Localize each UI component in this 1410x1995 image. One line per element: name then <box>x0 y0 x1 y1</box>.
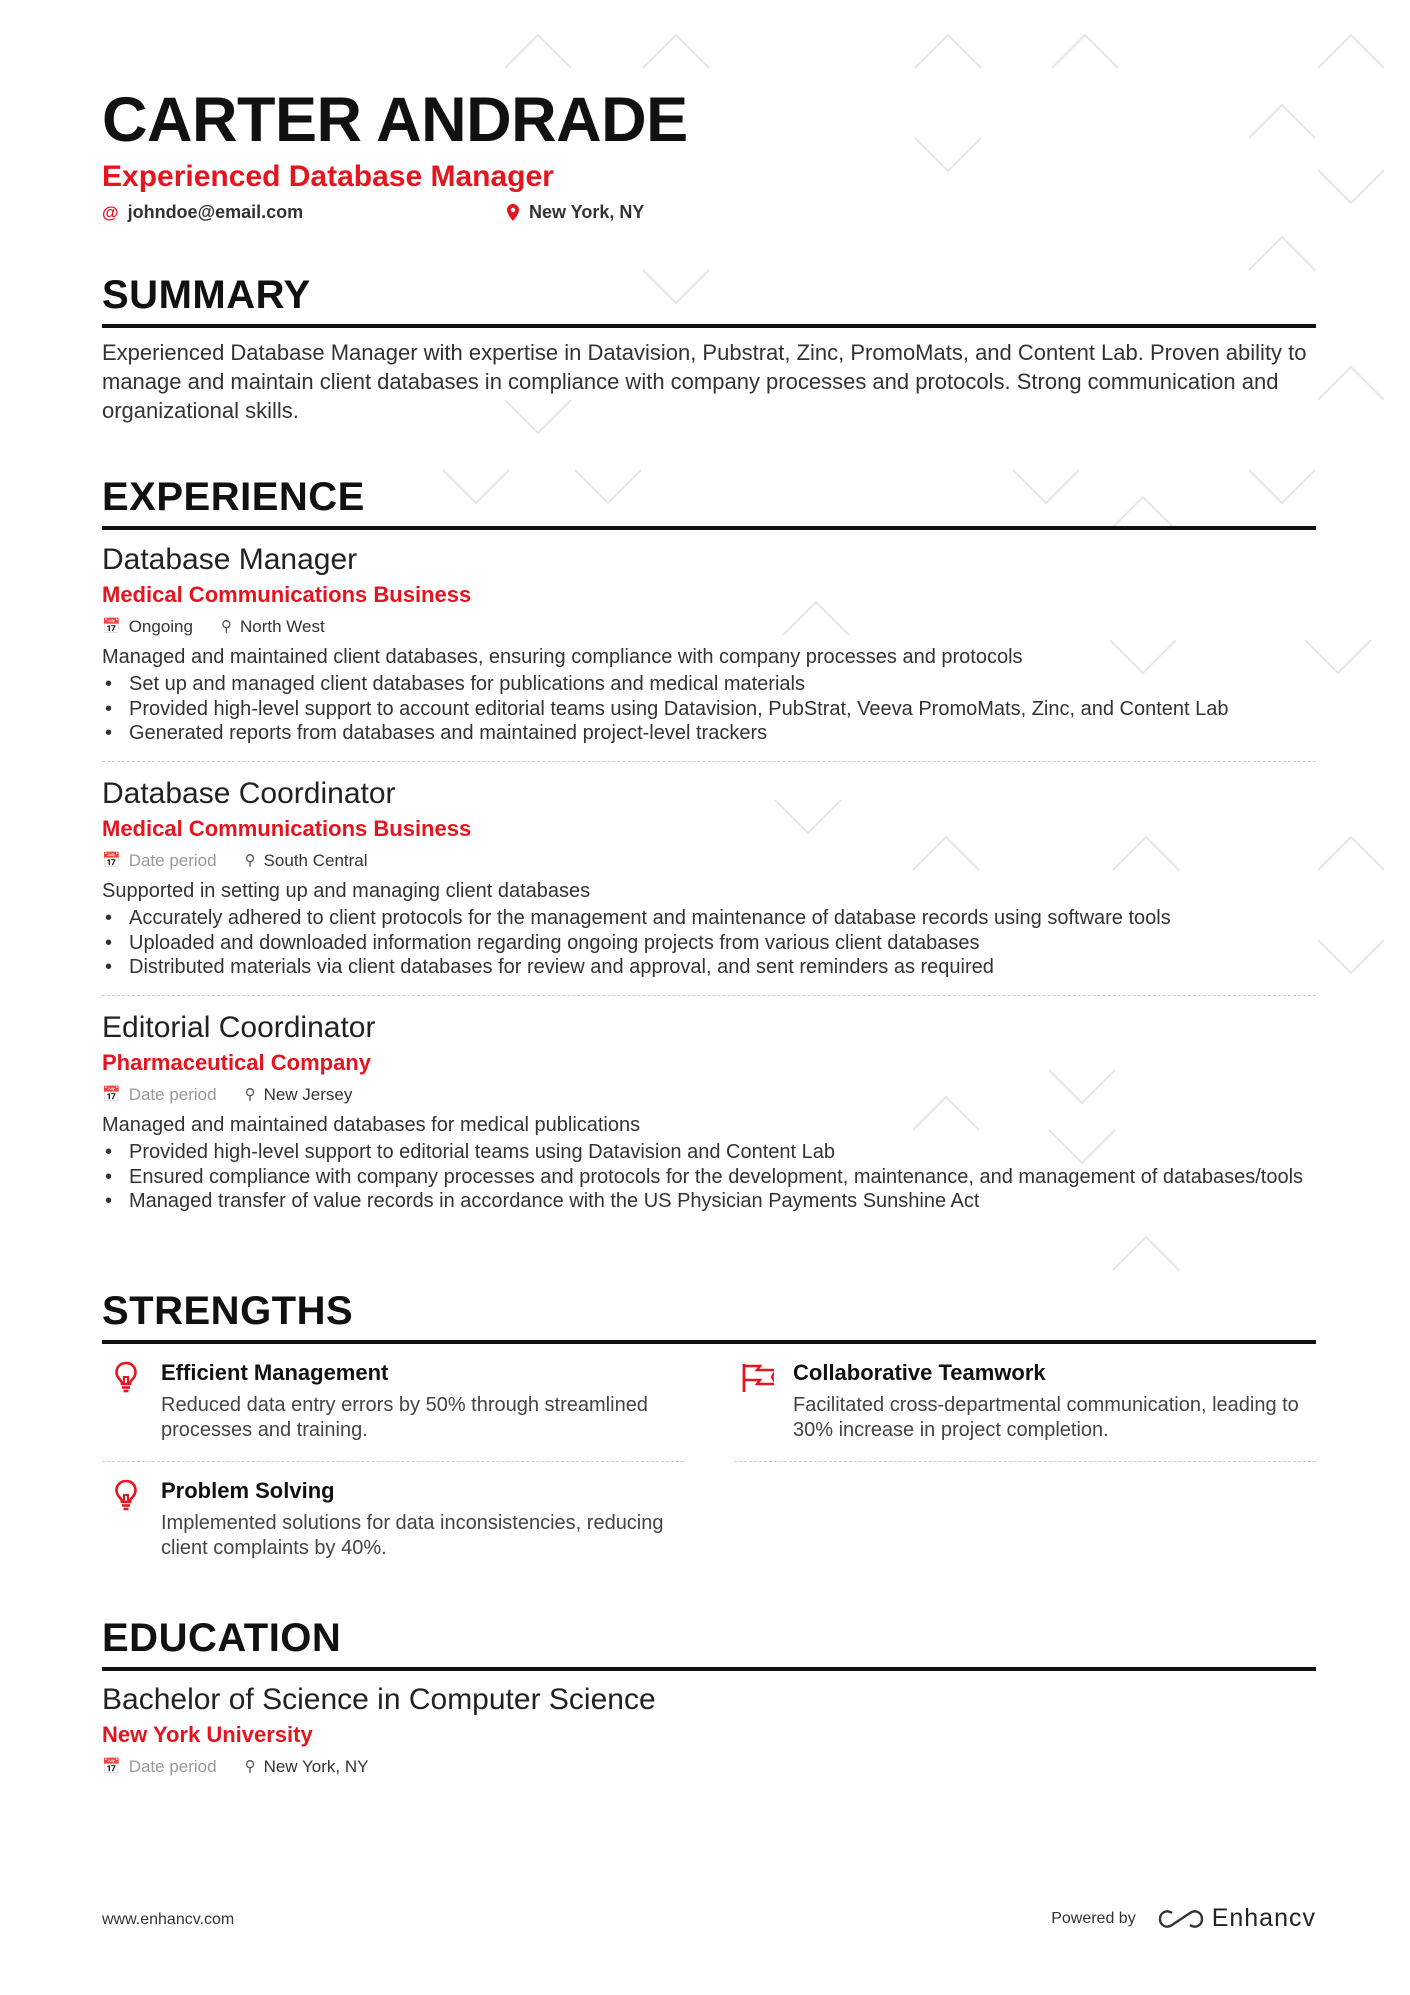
education-entry <box>102 1681 1316 1778</box>
list-item: • Distributed materials via client databases for review and approval, and sent reminders as required <box>102 955 1316 980</box>
job-title: Database Coordinator <box>102 777 396 810</box>
powered-by-label: Powered by <box>1051 1909 1136 1927</box>
email-text: johndoe@email.com <box>127 202 304 222</box>
job-date: Ongoing <box>128 617 193 636</box>
job-location: New Jersey <box>263 1085 353 1104</box>
job-description: Supported in setting up and managing client databases <box>102 880 591 902</box>
location-pin-icon: ⚲ <box>244 852 256 869</box>
strength-title: Efficient Management <box>161 1360 389 1385</box>
contact-location <box>507 202 644 223</box>
footer-brand[interactable] <box>1051 1904 1316 1933</box>
job-bullets <box>102 1140 1316 1214</box>
job-meta <box>102 616 1316 638</box>
list-item: • Accurately adhered to client protocols for the management and maintenance of database records using software tools <box>102 906 1316 931</box>
brand-name: Enhancv <box>1211 1904 1316 1932</box>
flag-icon <box>734 1360 774 1394</box>
location-pin-icon: ⚲ <box>220 618 232 635</box>
company-name: Medical Communications Business <box>102 816 472 841</box>
calendar-icon: 📅 <box>102 1758 121 1775</box>
strength-item <box>102 1358 684 1462</box>
strength-title: Collaborative Teamwork <box>793 1360 1046 1385</box>
job-bullets <box>102 906 1316 980</box>
education-location: New York, NY <box>263 1757 369 1776</box>
calendar-icon: 📅 <box>102 618 121 635</box>
summary-heading: SUMMARY <box>102 270 1316 328</box>
enhancv-logo-icon <box>1158 1907 1204 1931</box>
degree-title: Bachelor of Science in Computer Science <box>102 1683 656 1716</box>
job-meta <box>102 1084 1316 1106</box>
strength-description: Reduced data entry errors by 50% through streamlined processes and training. <box>161 1394 648 1441</box>
experience-entry <box>102 775 1316 996</box>
summary-text: Experienced Database Manager with expertise in Datavision, Pubstrat, Zinc, PromoMats, and Content Lab. Proven ability to manage and maintain client databases in compliance with company processes and protocols. Strong communication and organizational skills. <box>102 340 1307 423</box>
candidate-headline: Experienced Database Manager <box>102 160 554 193</box>
contact-row <box>102 202 644 223</box>
job-date: Date period <box>128 851 217 870</box>
list-item: • Provided high-level support to account editorial teams using Datavision, PubStrat, Veeva PromoMats, Zinc, and Content Lab <box>102 697 1316 722</box>
job-bullets <box>102 672 1316 746</box>
job-date: Date period <box>128 1085 217 1104</box>
school-name: New York University <box>102 1722 313 1747</box>
company-name: Pharmaceutical Company <box>102 1050 371 1075</box>
location-pin-icon: ⚲ <box>244 1086 256 1103</box>
experience-heading: EXPERIENCE <box>102 472 1316 530</box>
company-name: Medical Communications Business <box>102 582 472 607</box>
strength-description: Facilitated cross-departmental communication, leading to 30% increase in project completion. <box>793 1394 1299 1441</box>
at-icon: @ <box>102 202 119 222</box>
job-location: North West <box>239 617 325 636</box>
strength-item <box>102 1476 684 1579</box>
list-item: • Set up and managed client databases for publications and medical materials <box>102 672 1316 697</box>
education-date: Date period <box>128 1757 217 1776</box>
experience-entry <box>102 541 1316 762</box>
list-item: • Managed transfer of value records in accordance with the US Physician Payments Sunshine Act <box>102 1189 1316 1214</box>
list-item: • Provided high-level support to editorial teams using Datavision and Content Lab <box>102 1140 1316 1165</box>
strength-item <box>734 1358 1316 1462</box>
strength-description: Implemented solutions for data inconsistencies, reducing client complaints by 40%. <box>161 1512 664 1559</box>
location-pin-icon <box>507 204 519 221</box>
education-meta <box>102 1756 1316 1778</box>
strengths-heading: STRENGTHS <box>102 1286 1316 1344</box>
candidate-name: CARTER ANDRADE <box>102 85 688 155</box>
strength-title: Problem Solving <box>161 1478 335 1503</box>
lightbulb-icon <box>112 1360 140 1394</box>
contact-email[interactable] <box>102 202 507 223</box>
job-meta <box>102 850 1316 872</box>
lightbulb-icon <box>112 1478 140 1512</box>
job-description: Managed and maintained databases for medical publications <box>102 1114 641 1136</box>
list-item: • Generated reports from databases and maintained project-level trackers <box>102 721 1316 746</box>
list-item: • Uploaded and downloaded information regarding ongoing projects from various client databases <box>102 931 1316 956</box>
education-heading: EDUCATION <box>102 1613 1316 1671</box>
footer-url[interactable]: www.enhancv.com <box>102 1911 235 1928</box>
job-title: Database Manager <box>102 543 358 576</box>
location-pin-icon: ⚲ <box>244 1758 256 1775</box>
list-item: • Ensured compliance with company processes and protocols for the development, maintenance, and management of databases/tools <box>102 1165 1316 1190</box>
job-location: South Central <box>263 851 368 870</box>
location-text: New York, NY <box>529 202 645 222</box>
experience-entry <box>102 1009 1316 1214</box>
calendar-icon: 📅 <box>102 1086 121 1103</box>
job-title: Editorial Coordinator <box>102 1011 376 1044</box>
job-description: Managed and maintained client databases, ensuring compliance with company processes and protocols <box>102 646 1023 668</box>
calendar-icon: 📅 <box>102 852 121 869</box>
